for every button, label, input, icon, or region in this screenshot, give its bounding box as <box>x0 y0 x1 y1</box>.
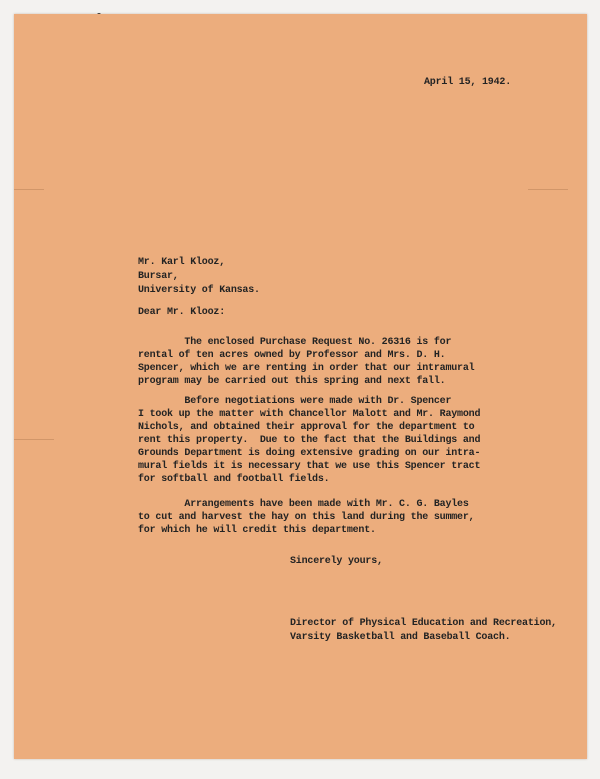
recipient-title: Bursar, <box>138 271 179 282</box>
paragraph-line: rent this property. Due to the fact that the Buildings and <box>138 435 481 446</box>
paragraph-line: Arrangements have been made with Mr. C. G. Bayles <box>138 499 469 510</box>
signature-line: Varsity Basketball and Baseball Coach. <box>290 632 511 643</box>
paragraph-line: for which he will credit this department. <box>138 525 376 536</box>
letter-date: April 15, 1942. <box>424 77 512 88</box>
signature-line: Director of Physical Education and Recreation, <box>290 618 557 629</box>
paragraph-line: Nichols, and obtained their approval for the department to <box>138 422 475 433</box>
paragraph-line: Before negotiations were made with Dr. Spencer <box>138 396 452 407</box>
letter-paper <box>14 14 587 759</box>
fold-mark-right <box>528 189 568 190</box>
paragraph-line: Spencer, which we are renting in order that our intramural <box>138 363 475 374</box>
paragraph-line: The enclosed Purchase Request No. 26316 is for <box>138 337 452 348</box>
paragraph-line: for softball and football fields. <box>138 474 330 485</box>
closing: Sincerely yours, <box>290 556 383 567</box>
recipient-institution: University of Kansas. <box>138 285 260 296</box>
paragraph-line: to cut and harvest the hay on this land during the summer, <box>138 512 475 523</box>
fold-mark-left <box>14 189 44 190</box>
recipient-name: Mr. Karl Klooz, <box>138 257 226 268</box>
fold-mark-left-lower <box>14 439 54 440</box>
paragraph-line: I took up the matter with Chancellor Malott and Mr. Raymond <box>138 409 481 420</box>
paragraph-line: mural fields it is necessary that we use this Spencer tract <box>138 461 481 472</box>
paragraph-line: rental of ten acres owned by Professor and Mrs. D. H. <box>138 350 446 361</box>
salutation: Dear Mr. Klooz: <box>138 307 226 318</box>
paragraph-line: Grounds Department is doing extensive grading on our intra- <box>138 448 481 459</box>
paragraph-line: program may be carried out this spring and next fall. <box>138 376 446 387</box>
